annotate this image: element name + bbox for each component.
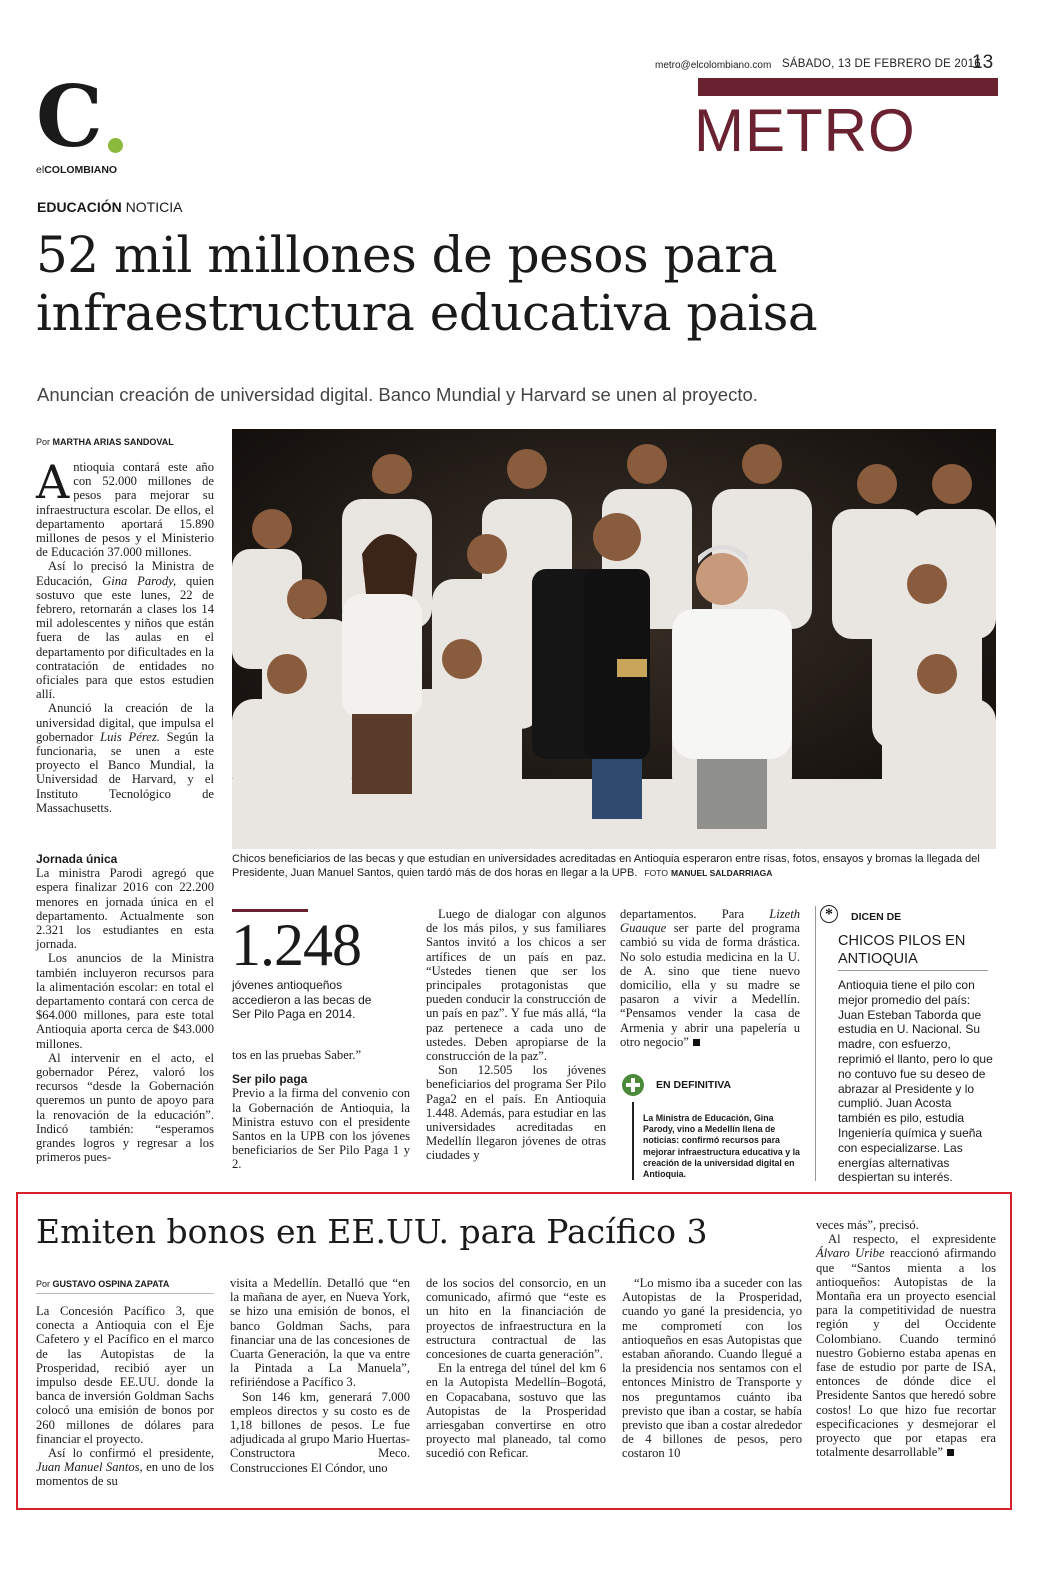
kicker	[37, 199, 182, 215]
photo-credit-name: MANUEL SALDARRIAGA	[671, 868, 773, 878]
headline-line-2: infraestructura educativa paisa	[36, 284, 818, 342]
headline-line-1: 52 mil millones de pesos para	[36, 226, 778, 284]
byline-prefix: Por	[36, 1279, 51, 1289]
paragraph-cont: tos en las pruebas Saber.”	[232, 1048, 362, 1062]
paragraph: Anunció la creación de la universidad digital, que impulsa el gobernador	[36, 701, 214, 744]
photo-credit-prefix: FOTO	[644, 868, 668, 878]
person-name: Gina Parody,	[102, 573, 177, 588]
subhead-ser-pilo: Ser pilo paga	[232, 1072, 308, 1087]
summary-icon-bar-h	[626, 1083, 640, 1087]
stat-text: jóvenes antioqueños accedieron a las becas de Ser Pilo Paga en 2014.	[232, 978, 372, 1021]
photo	[232, 429, 996, 849]
person-name: Juan Manuel Santos,	[36, 1460, 143, 1475]
sidebar-label: DICEN DE	[851, 911, 902, 923]
subhead-jornada: Jornada única	[36, 852, 118, 866]
article-column-2	[232, 1048, 410, 1172]
paragraph-cont: en uno de los momentos de su	[36, 1460, 215, 1489]
sidebar-title: CHICOS PILOS EN ANTIOQUIA	[838, 933, 966, 967]
paragraph: Así lo confirmó el presidente,	[48, 1446, 214, 1461]
headline	[36, 226, 817, 342]
page-number: 13	[972, 52, 994, 73]
summary-label: EN DEFINITIVA	[656, 1079, 732, 1091]
article2-column-4	[622, 1276, 802, 1461]
paragraph: Al intervenir en el acto, el gobernador Pérez, valoró los recursos “desde la Gobernación queremos un punto de apoyo para la renovación de la educación”. Indicó también: “esperamos grandes logros y regresar a los primeros pues-	[36, 1050, 214, 1165]
kicker-bold: EDUCACIÓN	[37, 199, 122, 215]
paragraph-cont: reaccionó afirmando que “Santos mienta a los antioqueños: Autopistas de la Montaña era un proyecto esencial para la competitividad de nuestra región y del Occidente Colombiano. Cuando terminó nuestro Gobierno estaba apenas en fase de estudio por parte de ISA, entonces de dónde dice el Presidente Santos que heredó sobre costos! Lo que hizo fue recortar especificaciones y desmejorar el proyecto que por etapas era totalmente desarrollable”	[816, 1246, 996, 1460]
paragraph-cont: ser parte del programa cambió su vida de forma drástica. No solo estudia medicina en la U. de A. sino que tiene nuevo domicilio, ella y su madre se pasaron a vivir a Medellín. “Pensamos vender la casa de Armenia y abrir una papelería u otro negocio”	[620, 921, 800, 1049]
paragraph: Previo a la firma del convenio con la Gobernación de Antioquia, la Ministra estuvo con el presidente Santos en la UPB con los jóvenes beneficiarios de Ser Pilo Paga 1 y 2.	[232, 1086, 410, 1172]
logo-dot-icon	[108, 138, 123, 153]
byline-prefix: Por	[36, 437, 51, 447]
photo-illustration	[232, 429, 996, 849]
paragraph: “Lo mismo iba a suceder con las Autopistas de la Prosperidad, cuando yo gané la presidencia, yo me comprometí con los antioqueños en esas Autopistas que estaban añorando. Cuando llegué a la presidencia nos sentamos con el entonces Ministro de Transporte y nos preguntamos cuánto iba previsto que iban a costar, se había previsto que iban a costar alrededor de 4 billones de pesos, pero costaron 10	[622, 1276, 802, 1461]
caption-text: Chicos beneficiarios de las becas y que estudian en universidades acreditadas en Antioquia esperaron entre risas, fotos, ensayos y bromas la llegada del Presidente, Juan Manuel Santos, quien tardó más de dos horas en llegar a la UPB.	[232, 853, 980, 879]
paragraph: Luego de dialogar con algunos de los más pilos, y sus familiares Santos invitó a los chicos a ser artífices de un país en paz. “Ustedes tienen que ser los principales protagonistas que pueden conducir la construcción de un país en paz”. Y fue más allá, “la paz pertenece a cada uno de ustedes. Deben apropiarse de la construcción de la paz”.	[426, 907, 606, 1064]
paragraph: La Concesión Pacífico 3, que conecta a Antioquia con el Eje Cafetero y el Pacífico en el marco de las Autopistas de la Prosperidad, recibió ayer un impulso desde EE.UU. donde la banca de inversión Goldman Sachs colocó una emisión de bonos por 260 millones de dólares para financiar el proyecto.	[36, 1304, 214, 1446]
article-column-4	[620, 907, 800, 1049]
paragraph: La ministra Parodi agregó que espera finalizar 2016 con 22.200 menores en jornada única en el departamento. Actualmente son 2.321 los estudiantes en esta jornada.	[36, 866, 214, 952]
section-accent-bar	[698, 78, 998, 96]
paragraph: Son 12.505 los jóvenes beneficiarios del programa Ser Pilo Paga2 en el país. En Antioquia 1.448. Además, para estudiar en las universidades acreditadas en Medellín llegaron jóvenes de otras ciudades y	[426, 1063, 606, 1163]
paragraph-cont: Según la funcionaria, se unen a este proyecto el Banco Mundial, la Universidad de Harvard, y el Instituto Tecnológico de Massachusetts.	[36, 729, 214, 815]
paragraph-cont: veces más”, precisó.	[816, 1218, 919, 1232]
article-column-3	[426, 907, 606, 1163]
paragraph: ntioquia contará este año con 52.000 millones de pesos para mejorar su infraestructura escolar. De ellos, el departamento aportará 15.890 millones de pesos y el Ministerio de Educación 37.000 millones.	[36, 460, 214, 560]
stat-number: 1.248	[231, 912, 361, 978]
paragraph: Son 146 km, generará 7.000 empleos directos y su costo es de 1,18 billones de pesos. Le fue adjudicada al grupo Mario Huertas-Constructora Meco. Construcciones El Cóndor, uno	[230, 1389, 410, 1475]
paragraph: departamentos. Para	[620, 907, 745, 921]
paragraph: visita a Medellín. Detalló que “en la mañana de ayer, en Nueva York, se hizo una emisión de bonos, el banco Goldman Sachs, para financiar una de las concesiones de Cuarta Generación, la que va entre la Pintada a La Manuela”, refiriéndose a Pacífico 3.	[230, 1276, 410, 1390]
photo-caption	[232, 852, 996, 880]
sidebar-rule	[815, 906, 816, 1181]
byline-rule	[36, 1293, 214, 1294]
article2-column-2	[230, 1276, 410, 1475]
person-name: Luis Pérez.	[100, 729, 160, 744]
asterisk-icon: *	[820, 905, 838, 923]
summary-icon	[622, 1074, 644, 1096]
paragraph: Al respecto, el expresidente	[828, 1232, 996, 1247]
logo-name	[36, 164, 117, 176]
logo-name-bold: COLOMBIANO	[44, 164, 118, 176]
logo-prefix: el	[36, 164, 45, 176]
masthead-email: metro@elcolombiano.com	[655, 60, 772, 71]
article2-column-1	[36, 1304, 214, 1489]
article-column-1	[36, 455, 214, 815]
logo-letter: C	[36, 67, 103, 166]
byline-name: GUSTAVO OSPINA ZAPATA	[52, 1279, 170, 1289]
byline	[36, 437, 174, 447]
deck: Anuncian creación de universidad digital. Banco Mundial y Harvard se unen al proyecto.	[37, 384, 758, 405]
sidebar-text: Antioquia tiene el pilo con mejor promedio del país: Juan Esteban Taborda que estudia en U. Nacional. Su madre, con esfuerzo, reprimió el llanto, pero lo que no contuvo fue su deseo de abrazar al Presidente y lo cumplió. Juan Acosta también es pilo, estudia Ingeniería química y sueña con especializarse. Las energías alternativas despiertan su interés.	[838, 978, 993, 1185]
paragraph: de los socios del consorcio, en un comunicado, afirmó que “este es un hito en la financiación de proyectos de infraestructura en la estructura contractual de las concesiones de cuarta generación”.	[426, 1276, 606, 1362]
newspaper-logo	[36, 67, 146, 178]
section-title: METRO	[694, 97, 916, 164]
summary-text: La Ministra de Educación, Gina Parody, vino a Medellín llena de noticias: confirmó recursos para mejorar infraestructura educativa y la creación de la universidad digital en Antioquia.	[643, 1113, 800, 1180]
article-column-1b	[36, 850, 214, 1164]
article2-byline	[36, 1279, 169, 1289]
article2-column-3	[426, 1276, 606, 1461]
paragraph: En la entrega del túnel del km 6 en la Autopista Medellín–Bogotá, en Copacabana, sostuvo que las Autopistas de la Prosperidad arriesgaban convertirse en otro proyecto mal planeado, tal como sucedió con Reficar.	[426, 1361, 606, 1461]
end-mark-icon	[693, 1039, 700, 1046]
sidebar-divider	[838, 970, 988, 971]
article2-column-5	[816, 1218, 996, 1459]
summary-rule	[632, 1102, 634, 1180]
byline-name: MARTHA ARIAS SANDOVAL	[52, 437, 174, 447]
person-name: Lizeth Guauque	[620, 907, 800, 936]
kicker-light: NOTICIA	[125, 199, 183, 215]
paragraph-cont: quien sostuvo que este lunes, 22 de febrero, retornarán a clases los 14 mil adolescentes y niños que están fuera de las aulas en el departamento por dificultades en la contratación de entidades no oficiales para que estos estudien allí.	[36, 573, 214, 702]
masthead-date: SÁBADO, 13 DE FEBRERO DE 2016	[782, 58, 981, 70]
article2-headline: Emiten bonos en EE.UU. para Pacífico 3	[36, 1212, 708, 1251]
dropcap: A	[36, 455, 70, 509]
end-mark-icon	[947, 1449, 954, 1456]
paragraph: Los anuncios de la Ministra también incluyeron recursos para la alimentación escolar: en total el departamento contará con cerca de $64.000 millones, para este total Antioquia aporta cerca de $43.000 millones.	[36, 951, 214, 1051]
person-name: Álvaro Uribe	[816, 1246, 885, 1261]
paragraph: Así lo precisó la Ministra de Educación,	[36, 559, 214, 588]
